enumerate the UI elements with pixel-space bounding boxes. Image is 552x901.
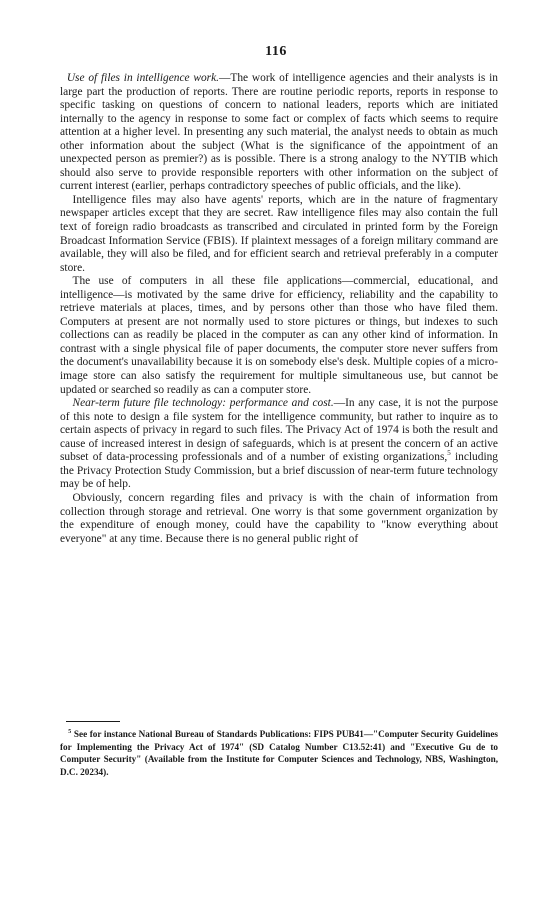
section-heading-near-term: Near-term future file technology: performance and cost.	[72, 397, 334, 410]
footnote	[60, 728, 498, 778]
footnote-text: See for instance National Bureau of Standards Publications: FIPS PUB41—"Computer Security Guidelines for Implementing the Privacy Act of 1974" (SD Catalog Number C13.52:41) and "Executive Gu de to Computer Security" (Available from the Institute for Computer Sciences and Technology, NBS, Washington, D.C. 20234).	[60, 729, 499, 777]
body-text	[60, 72, 498, 546]
footnote-divider	[66, 721, 120, 722]
page-number: 116	[265, 44, 287, 59]
footnote-mark: 5	[68, 728, 72, 735]
paragraph-text: including the Privacy Protection Study Commission, but a brief discussion of near-term future technology may be of help.	[60, 451, 498, 491]
paragraph-computer-use: The use of computers in all these file applications—commercial, educational, and intelligence—is motivated by the same drive for efficiency, reliability and the capability to retrieve materials at places, times, and by persons other than those who have filed them. Computers at present are not normally used to store pictures or things, but indexes to such collections can as readily be placed in the computer as can any other kind of information. In contrast with a single physical file of paper documents, the computer store never suffers from the document's unavailability because it is on somebody else's desk. Multiple copies of a micro-image store can also satisfy the requirement for multiple simultaneous use, but cannot be updated or searched so readily as can a computer store.	[60, 275, 498, 396]
footnote-reference: 5	[447, 449, 451, 458]
paragraph-intelligence-files: Intelligence files may also have agents' reports, which are in the nature of fragmentary newspaper articles except that they are secret. Raw intelligence files may also contain the full text of foreign radio broadcasts as transcribed and circulated in printed form by the Foreign Broadcast Information Service (FBIS). If plaintext messages of a foreign military command are available, they will also be filed, and for efficient search and retrieval preferably in a computer store.	[60, 193, 498, 274]
paragraph-text: —The work of intelligence agencies and their analysts is in large part the production of reports. There are routine periodic reports, reports in response to specific tasking on questions of concern to national leaders, reports which are initiated internally to the agency in response to some fact or complex of facts which seems to require attention at a higher level. In presenting any such material, the analyst needs to obtain as much other information about the subject (What is the significance of the appointment of an unexpected person as premier?) as is possible. There is a strong analogy to the NYTIB which should also serve to provide responsible reporters with other information on the subject of current interest (earlier, perhaps contradictory speeches of public officials, and the like).	[60, 72, 498, 193]
paragraph-text: —In any case, it is not the purpose of this note to design a file system for the intelligence community, but rather to inquire as to certain aspects of privacy in regard to such files. The Privacy Act of 1974 is both the result and cause of increased interest in design of safeguards, which is at present the concern of an active subset of data-processing professionals and of a number of existing organizations,	[60, 397, 499, 464]
section-heading-file-use: Use of files in intelligence work.	[66, 72, 219, 84]
paragraph-near-term-technology	[60, 397, 498, 492]
paragraph-privacy-concern: Obviously, concern regarding files and privacy is with the chain of information from collection through storage and retrieval. One worry is that some government organization by the expenditure of enough money, could have the capability to "know everything about everyone" at any time. Because there is no general public right of	[60, 491, 498, 545]
paragraph-file-use	[60, 72, 498, 194]
